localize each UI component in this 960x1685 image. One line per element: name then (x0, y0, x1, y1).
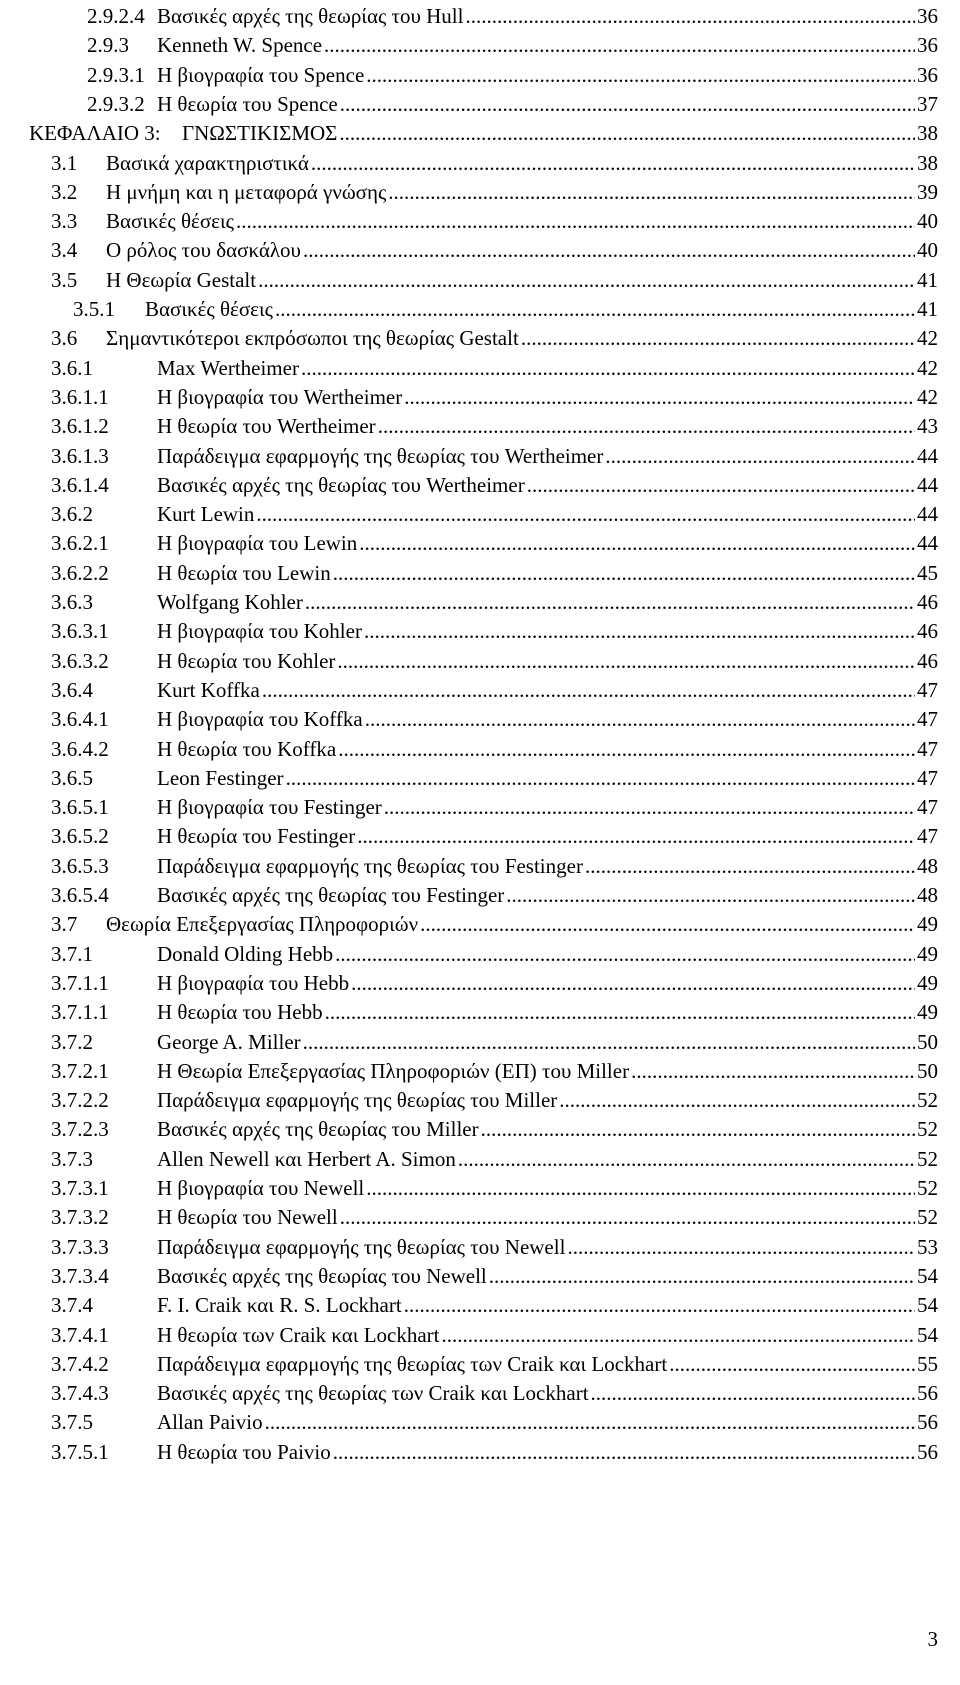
toc-entry-number: 3.6.3.1 (51, 619, 109, 644)
toc-entry-title: Η βιογραφία του Lewin (157, 531, 358, 556)
page-number: 3 (927, 1627, 938, 1651)
dot-leader (301, 353, 915, 383)
toc-entry-title: Βασικές θέσεις (145, 297, 273, 321)
toc-entry-title: Η θεωρία του Lewin (157, 560, 331, 585)
toc-entry-page: 55 (917, 1351, 938, 1376)
toc-entry-page: 52 (917, 1088, 938, 1113)
toc-entry[interactable] (87, 89, 938, 119)
dot-leader (303, 1027, 915, 1057)
dot-leader (333, 1437, 915, 1467)
toc-entry-title: Donald Olding Hebb (157, 941, 334, 966)
toc-entry-number: 3.7.3 (51, 1146, 93, 1171)
toc-entry-title: Η θεωρία του Wertheimer (157, 414, 376, 439)
dot-leader (605, 441, 915, 471)
toc-entry-page: 52 (917, 1176, 938, 1200)
toc-entry[interactable] (51, 1437, 938, 1467)
toc-entry[interactable] (51, 411, 938, 441)
dot-leader (286, 763, 915, 793)
toc-entry[interactable] (51, 909, 938, 939)
toc-entry-page: 49 (917, 970, 938, 995)
toc-entry-title: Βασικές αρχές της θεωρίας του Wertheimer (157, 472, 525, 497)
toc-entry-page: 49 (917, 941, 938, 966)
toc-entry[interactable] (51, 997, 938, 1027)
toc-entry[interactable] (73, 294, 938, 324)
toc-entry-title: Η μνήμη και η μεταφορά γνώσης (106, 179, 387, 204)
toc-entry-number: 3.7.5.1 (51, 1439, 109, 1464)
toc-entry-title: Βασικές αρχές της θεωρίας των Craik και Lockhart (157, 1381, 589, 1406)
dot-leader (359, 528, 915, 558)
toc-entry-title: Max Wertheimer (157, 355, 299, 380)
toc-entry-title: Η Θεωρία Επεξεργασίας Πληροφοριών (ΕΠ) του Miller (157, 1058, 630, 1083)
toc-entry-number: 3.7.1.1 (51, 970, 109, 995)
toc-entry-page: 54 (917, 1293, 938, 1318)
toc-entry-page: 42 (917, 326, 938, 351)
toc-entry-number: 3.6.3 (51, 590, 93, 614)
dot-leader (521, 323, 915, 353)
dot-leader (236, 206, 915, 236)
toc-entry-title: George A. Miller (157, 1029, 301, 1054)
dot-leader (384, 792, 915, 822)
toc-entry[interactable] (51, 1144, 938, 1174)
toc-entry-page: 48 (917, 883, 938, 907)
toc-entry-page: 50 (917, 1029, 938, 1054)
toc-entry-title: Η βιογραφία του Koffka (157, 707, 363, 732)
dot-leader (339, 118, 915, 148)
toc-entry[interactable] (51, 235, 938, 265)
toc-entry[interactable] (51, 587, 938, 617)
toc-entry[interactable] (51, 646, 938, 676)
toc-entry-page: 52 (917, 1146, 938, 1171)
toc-entry-title: Παράδειγμα εφαρμογής της θεωρίας του Festinger (157, 853, 583, 878)
dot-leader (366, 60, 915, 90)
toc-entry[interactable] (51, 1056, 938, 1086)
toc-entry[interactable] (51, 1085, 938, 1115)
toc-entry-number: 3.6 (51, 326, 78, 351)
toc-entry-number: 2.9.2.4 (87, 4, 145, 28)
toc-entry-title: Η θεωρία του Spence (157, 91, 338, 116)
toc-entry-page: 37 (917, 91, 938, 116)
toc-entry[interactable] (51, 1378, 938, 1408)
toc-entry-page: 49 (917, 912, 938, 937)
toc-entry-number: 3.3 (51, 209, 78, 234)
toc-entry[interactable] (51, 206, 938, 236)
toc-entry-page: 53 (917, 1234, 938, 1259)
toc-entry-number: 3.6.2.2 (51, 560, 109, 585)
toc-entry-number: ΚΕΦΑΛΑΙΟ 3: (29, 121, 161, 146)
toc-entry-number: 3.6.5.4 (51, 883, 109, 907)
toc-entry-number: 3.1 (51, 150, 78, 175)
dot-leader (256, 499, 915, 529)
toc-entry-number: 3.6.1.1 (51, 384, 109, 409)
dot-leader (337, 646, 915, 676)
toc-entry-title: Η βιογραφία του Wertheimer (157, 384, 403, 409)
toc-entry[interactable] (51, 177, 938, 207)
toc-entry-page: 52 (917, 1205, 938, 1230)
toc-entry-number: 3.4 (51, 238, 78, 263)
toc-entry-number: 3.5.1 (73, 297, 115, 321)
toc-entry-title: Βασικές αρχές της θεωρίας του Miller (157, 1117, 479, 1142)
toc-entry-page: 47 (917, 765, 938, 790)
toc-entry-number: 3.7.4.1 (51, 1322, 109, 1347)
toc-entry-page: 38 (917, 150, 938, 175)
toc-entry[interactable] (51, 616, 938, 646)
toc-entry-page: 56 (917, 1439, 938, 1464)
dot-leader (338, 734, 915, 764)
dot-leader (258, 265, 915, 295)
toc-entry-number: 3.6.3.2 (51, 648, 109, 673)
toc-entry-title: Παράδειγμα εφαρμογής της θεωρίας του Newell (157, 1234, 566, 1259)
dot-leader (585, 851, 915, 881)
toc-entry-page: 40 (917, 209, 938, 234)
toc-entry-title: Η θεωρία του Paivio (157, 1439, 331, 1464)
toc-entry-page: 47 (917, 736, 938, 761)
dot-leader (275, 294, 915, 324)
toc-entry-title: Allan Paivio (157, 1410, 263, 1435)
toc-entry[interactable] (51, 1232, 938, 1262)
toc-entry-title: Η θεωρία του Koffka (157, 736, 337, 761)
toc-entry-page: 45 (917, 560, 938, 585)
toc-entry[interactable] (51, 353, 938, 383)
toc-entry[interactable] (51, 704, 938, 734)
dot-leader (262, 675, 915, 705)
toc-entry-number: 3.7.4.2 (51, 1351, 109, 1376)
toc-entry-title: Η βιογραφία του Kohler (157, 619, 362, 644)
dot-leader (506, 880, 915, 910)
toc-entry-title: Η βιογραφία του Hebb (157, 970, 350, 995)
dot-leader (265, 1407, 915, 1437)
toc-entry-number: 2.9.3 (87, 33, 129, 58)
toc-entry[interactable] (51, 968, 938, 998)
toc-entry-page: 44 (917, 531, 938, 556)
toc-entry-number: 3.5 (51, 267, 78, 292)
dot-leader (335, 939, 915, 969)
dot-leader (669, 1349, 915, 1379)
toc-entry-title: Leon Festinger (157, 765, 284, 790)
toc-entry-number: 3.6.1 (51, 355, 93, 380)
toc-entry-page: 44 (917, 472, 938, 497)
toc-entry[interactable] (51, 763, 938, 793)
toc-entry-number: 3.7.1 (51, 941, 93, 966)
toc-entry-title: Η βιογραφία του Spence (157, 62, 365, 87)
toc-entry[interactable] (51, 470, 938, 500)
toc-entry-page: 56 (917, 1410, 938, 1435)
toc-entry-number: 3.7.2.1 (51, 1058, 109, 1083)
toc-entry-title: Παράδειγμα εφαρμογής της θεωρίας του Miller (157, 1088, 558, 1113)
toc-entry-page: 50 (917, 1058, 938, 1083)
toc-entry[interactable] (51, 148, 938, 178)
toc-entry-page: 46 (917, 619, 938, 644)
toc-entry[interactable] (51, 792, 938, 822)
toc-entry[interactable] (51, 1320, 938, 1350)
toc-entry-page: 52 (917, 1117, 938, 1142)
toc-entry[interactable] (51, 528, 938, 558)
dot-leader (567, 1232, 915, 1262)
toc-entry[interactable] (51, 1290, 938, 1320)
toc-entry[interactable] (29, 118, 938, 148)
dot-leader (404, 1290, 915, 1320)
dot-leader (325, 997, 915, 1027)
toc-entry-number: 3.6.1.3 (51, 443, 109, 468)
dot-leader (333, 558, 915, 588)
toc-entry-page: 41 (917, 297, 938, 321)
toc-entry-number: 3.7.5 (51, 1410, 93, 1435)
toc-entry-title: Allen Newell και Herbert A. Simon (157, 1146, 456, 1171)
toc-entry-title: Βασικές αρχές της θεωρίας του Newell (157, 1263, 487, 1288)
toc-entry-page: 36 (917, 33, 938, 58)
toc-entry[interactable] (51, 821, 938, 851)
toc-entry-title: Η θεωρία των Craik και Lockhart (157, 1322, 440, 1347)
toc-entry-page: 44 (917, 502, 938, 527)
toc-entry[interactable] (51, 558, 938, 588)
toc-entry-title: Kurt Koffka (157, 677, 260, 702)
toc-entry[interactable] (87, 1, 938, 31)
toc-entry[interactable] (51, 382, 938, 412)
toc-entry-page: 39 (917, 179, 938, 204)
toc-entry[interactable] (51, 323, 938, 353)
dot-leader (365, 704, 915, 734)
toc-entry-page: 54 (917, 1322, 938, 1347)
toc-entry[interactable] (51, 499, 938, 529)
dot-leader (388, 177, 915, 207)
toc-entry[interactable] (51, 1202, 938, 1232)
toc-entry-number: 2.9.3.1 (87, 62, 145, 87)
toc-entry[interactable] (51, 1261, 938, 1291)
toc-entry[interactable] (87, 30, 938, 60)
toc-entry-number: 3.6.4 (51, 677, 93, 702)
toc-entry-number: 3.7.3.4 (51, 1263, 109, 1288)
toc-entry[interactable] (51, 675, 938, 705)
toc-entry-title: Σημαντικότεροι εκπρόσωποι της θεωρίας Gestalt (106, 326, 519, 351)
toc-entry-page: 36 (917, 62, 938, 87)
toc-entry[interactable] (51, 1407, 938, 1437)
toc-entry-page: 46 (917, 648, 938, 673)
toc-entry-page: 42 (917, 355, 938, 380)
dot-leader (465, 1, 915, 31)
dot-leader (366, 1173, 915, 1203)
toc-entry-title: Kurt Lewin (157, 502, 255, 527)
toc-entry-page: 46 (917, 590, 938, 614)
dot-leader (420, 909, 915, 939)
toc-entry-title: Η θεωρία του Hebb (157, 1000, 323, 1025)
toc-entry-number: 3.7.1.1 (51, 1000, 109, 1025)
toc-entry[interactable] (51, 1114, 938, 1144)
toc-entry-number: 3.7.2.3 (51, 1117, 109, 1142)
toc-entry-title: Βασικά χαρακτηριστικά (106, 150, 309, 175)
toc-entry-number: 3.6.5.1 (51, 795, 109, 820)
dot-leader (378, 411, 915, 441)
toc-entry-number: 3.6.4.2 (51, 736, 109, 761)
toc-entry-page: 47 (917, 795, 938, 820)
toc-entry-title: Βασικές αρχές της θεωρίας του Festinger (157, 883, 505, 907)
toc-entry-title: Η θεωρία του Kohler (157, 648, 336, 673)
toc-entry-title: Ο ρόλος του δασκάλου (106, 238, 301, 263)
toc-entry-page: 43 (917, 414, 938, 439)
toc-entry-page: 44 (917, 443, 938, 468)
dot-leader (340, 89, 915, 119)
toc-entry-page: 47 (917, 677, 938, 702)
dot-leader (357, 821, 915, 851)
toc-entry-number: 3.7.4.3 (51, 1381, 109, 1406)
toc-entry-page: 36 (917, 4, 938, 28)
dot-leader (489, 1261, 915, 1291)
toc-entry-page: 48 (917, 853, 938, 878)
toc-entry-title: Βασικές αρχές της θεωρίας του Hull (157, 4, 464, 28)
toc-entry-page: 56 (917, 1381, 938, 1406)
toc-entry-number: 3.7.3.1 (51, 1176, 109, 1200)
dot-leader (364, 616, 915, 646)
toc-entry-page: 47 (917, 824, 938, 849)
dot-leader (527, 470, 915, 500)
toc-entry-number: 3.7.2 (51, 1029, 93, 1054)
dot-leader (340, 1202, 915, 1232)
dot-leader (559, 1085, 915, 1115)
dot-leader (591, 1378, 915, 1408)
toc-entry-title: ΓΝΩΣΤΙΚΙΣΜΟΣ (182, 121, 338, 146)
dot-leader (481, 1114, 915, 1144)
toc-entry-number: 3.6.2 (51, 502, 93, 527)
toc-entry-title: Η θεωρία του Festinger (157, 824, 356, 849)
toc-entry-title: Η θεωρία του Newell (157, 1205, 338, 1230)
dot-leader (442, 1320, 915, 1350)
dot-leader (458, 1144, 915, 1174)
toc-entry-title: Η Θεωρία Gestalt (106, 267, 257, 292)
toc-entry[interactable] (87, 60, 938, 90)
toc-entry-page: 41 (917, 267, 938, 292)
toc-entry-number: 3.6.4.1 (51, 707, 109, 732)
toc-entry-number: 3.7.4 (51, 1293, 93, 1318)
toc-entry-title: Παράδειγμα εφαρμογής της θεωρίας του Wertheimer (157, 443, 604, 468)
toc-entry-title: Παράδειγμα εφαρμογής της θεωρίας των Craik και Lockhart (157, 1351, 668, 1376)
dot-leader (631, 1056, 915, 1086)
toc-entry-number: 3.2 (51, 179, 78, 204)
dot-leader (324, 30, 915, 60)
toc-entry-number: 3.7.2.2 (51, 1088, 109, 1113)
toc-entry-number: 3.7.3.3 (51, 1234, 109, 1259)
toc-entry[interactable] (51, 265, 938, 295)
toc-entry-title: F. I. Craik και R. S. Lockhart (157, 1293, 402, 1318)
dot-leader (305, 587, 915, 617)
toc-entry[interactable] (51, 734, 938, 764)
toc-entry-title: Η βιογραφία του Festinger (157, 795, 382, 820)
toc-entry-page: 47 (917, 707, 938, 732)
toc-entry[interactable] (51, 1027, 938, 1057)
toc-entry-number: 3.6.5.3 (51, 853, 109, 878)
toc-entry[interactable] (51, 1349, 938, 1379)
toc-entry[interactable] (51, 851, 938, 881)
toc-entry[interactable] (51, 1173, 938, 1203)
toc-entry-number: 3.6.1.4 (51, 472, 109, 497)
toc-entry-number: 3.7.3.2 (51, 1205, 109, 1230)
toc-entry-number: 3.6.5 (51, 765, 93, 790)
toc-entry-page: 54 (917, 1263, 938, 1288)
toc-entry[interactable] (51, 939, 938, 969)
toc-entry-title: Θεωρία Επεξεργασίας Πληροφοριών (106, 912, 419, 937)
toc-entry-page: 38 (917, 121, 938, 146)
toc-entry-title: Η βιογραφία του Newell (157, 1176, 365, 1200)
toc-entry-number: 3.6.1.2 (51, 414, 109, 439)
toc-entry-number: 3.6.5.2 (51, 824, 109, 849)
toc-entry-title: Βασικές θέσεις (106, 209, 234, 234)
toc-entry[interactable] (51, 441, 938, 471)
toc-entry-page: 40 (917, 238, 938, 263)
toc-entry-number: 2.9.3.2 (87, 91, 145, 116)
toc-entry-title: Wolfgang Kohler (157, 590, 303, 614)
dot-leader (351, 968, 915, 998)
toc-entry-page: 49 (917, 1000, 938, 1025)
dot-leader (311, 148, 915, 178)
toc-entry[interactable] (51, 880, 938, 910)
toc-entry-page: 42 (917, 384, 938, 409)
dot-leader (303, 235, 915, 265)
toc-entry-number: 3.6.2.1 (51, 531, 109, 556)
dot-leader (404, 382, 915, 412)
toc-entry-title: Kenneth W. Spence (157, 33, 323, 58)
toc-entry-number: 3.7 (51, 912, 78, 937)
